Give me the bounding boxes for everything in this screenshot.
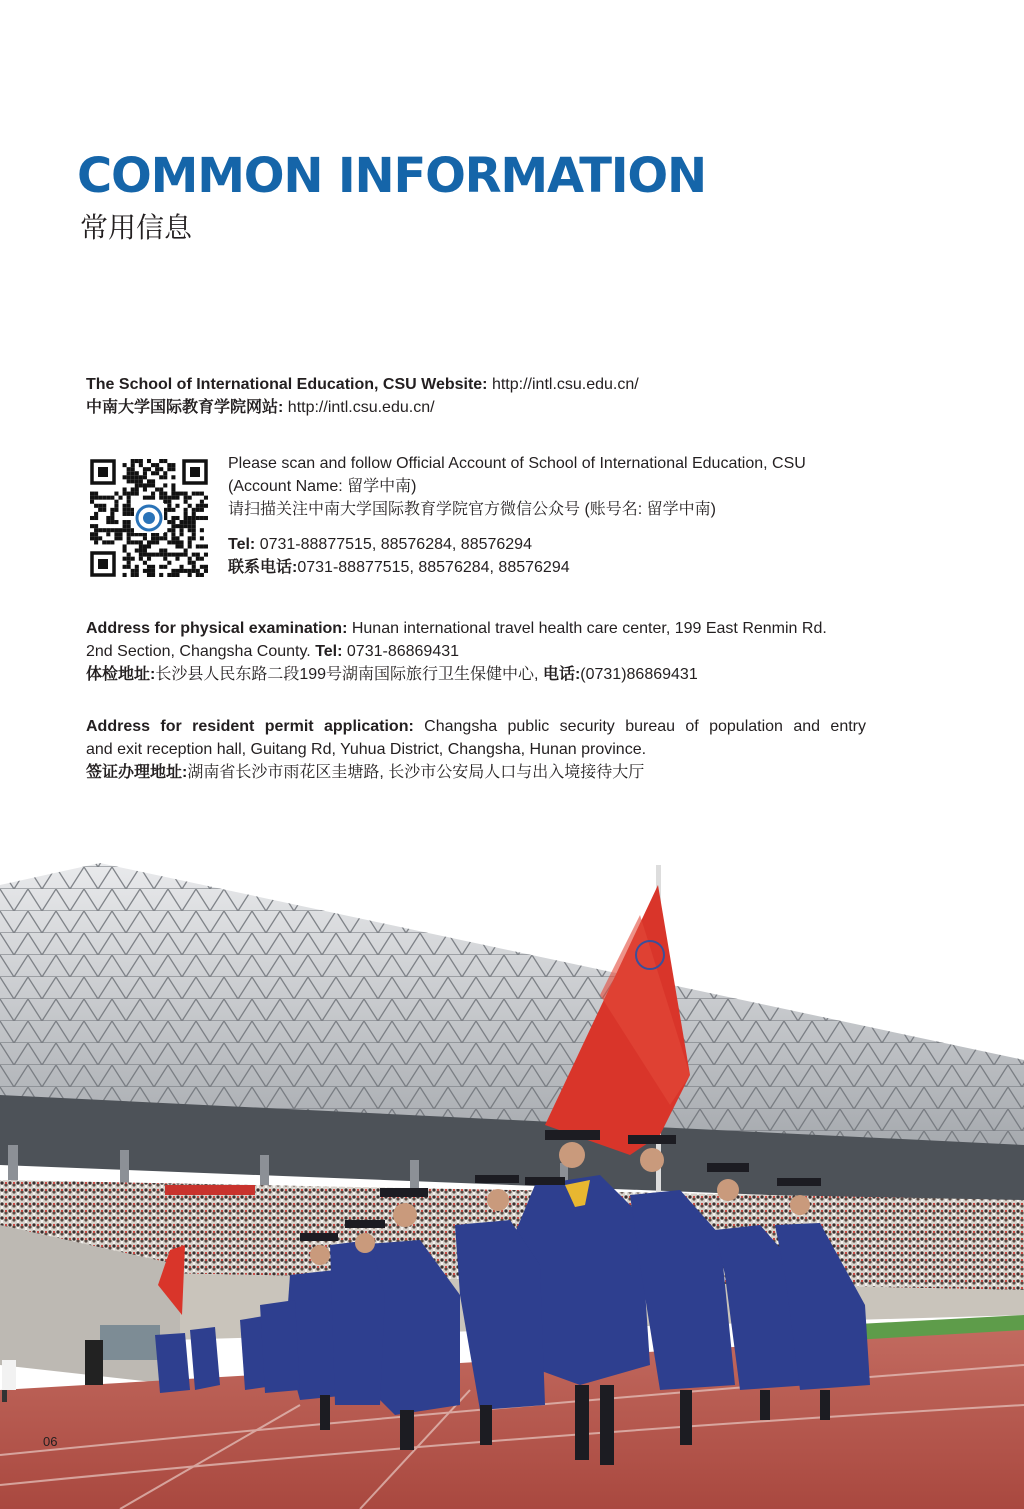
resident-permit-line-1 (86, 715, 866, 738)
physical-exam-label: Address for physical examination: (86, 620, 348, 637)
telephone-line-en (228, 533, 928, 556)
physical-exam-label-cn: 体检地址: (86, 666, 156, 683)
telephone-value-en: 0731-88877515, 88576284, 88576294 (255, 536, 532, 553)
physical-exam-tel-label: Tel: (315, 643, 343, 660)
wechat-line-2: (Account Name: 留学中南) (228, 478, 417, 495)
wechat-line-1: Please scan and follow Official Account of School of International Education, CSU (228, 455, 806, 472)
physical-exam-line-2 (86, 640, 866, 663)
website-label-cn: 中南大学国际教育学院网站: (86, 399, 284, 416)
resident-permit-line-2: and exit reception hall, Guitang Rd, Yuhua District, Changsha, Hunan province. (86, 741, 647, 758)
physical-exam-text-1: Hunan international travel health care center, 199 East Renmin Rd. (347, 620, 827, 637)
telephone-value-cn: 0731-88877515, 88576284, 88576294 (297, 559, 570, 576)
resident-permit-text-cn: 湖南省长沙市雨花区圭塘路, 长沙市公安局人口与出入境接待大厅 (187, 764, 645, 781)
telephone-line-cn (228, 556, 928, 579)
wechat-instructions (228, 452, 928, 521)
wechat-line-3: 请扫描关注中南大学国际教育学院官方微信公众号 (账号名: 留学中南) (228, 501, 716, 518)
page-subtitle-cn: 常用信息 (80, 212, 193, 243)
resident-permit-label: Address for resident permit application: (86, 718, 414, 735)
website-label-en: The School of International Education, CSU Website: (86, 376, 488, 393)
physical-exam-line-1 (86, 617, 866, 640)
physical-exam-text-cn: 长沙县人民东路二段199号湖南国际旅行卫生保健中心, (155, 666, 543, 683)
website-line-en (86, 373, 906, 396)
resident-permit-line-cn (86, 761, 866, 784)
wechat-qr-code (90, 459, 208, 577)
physical-exam-text-2: 2nd Section, Changsha County. (86, 643, 316, 660)
resident-permit-label-cn: 签证办理地址: (86, 764, 188, 781)
physical-exam-section (86, 617, 866, 686)
website-line-cn (86, 396, 906, 419)
physical-exam-tel-label-cn: 电话: (542, 666, 581, 683)
telephone-label-en: Tel: (228, 536, 256, 553)
physical-exam-tel-value: 0731-86869431 (342, 643, 460, 660)
telephone-label-cn: 联系电话: (228, 559, 298, 576)
resident-permit-section (86, 715, 866, 784)
website-section (86, 373, 906, 419)
resident-permit-text-1: Changsha public security bureau of population and entry (413, 718, 866, 735)
page-number: 06 (43, 1434, 58, 1449)
website-url-cn[interactable]: http://intl.csu.edu.cn/ (283, 399, 435, 416)
physical-exam-tel-value-cn: (0731)86869431 (580, 666, 698, 683)
website-url-en[interactable]: http://intl.csu.edu.cn/ (487, 376, 639, 393)
physical-exam-line-cn (86, 663, 866, 686)
telephone-section (228, 533, 928, 579)
graduation-parade-photo (0, 845, 1024, 1509)
page-title: COMMON INFORMATION (77, 148, 707, 204)
